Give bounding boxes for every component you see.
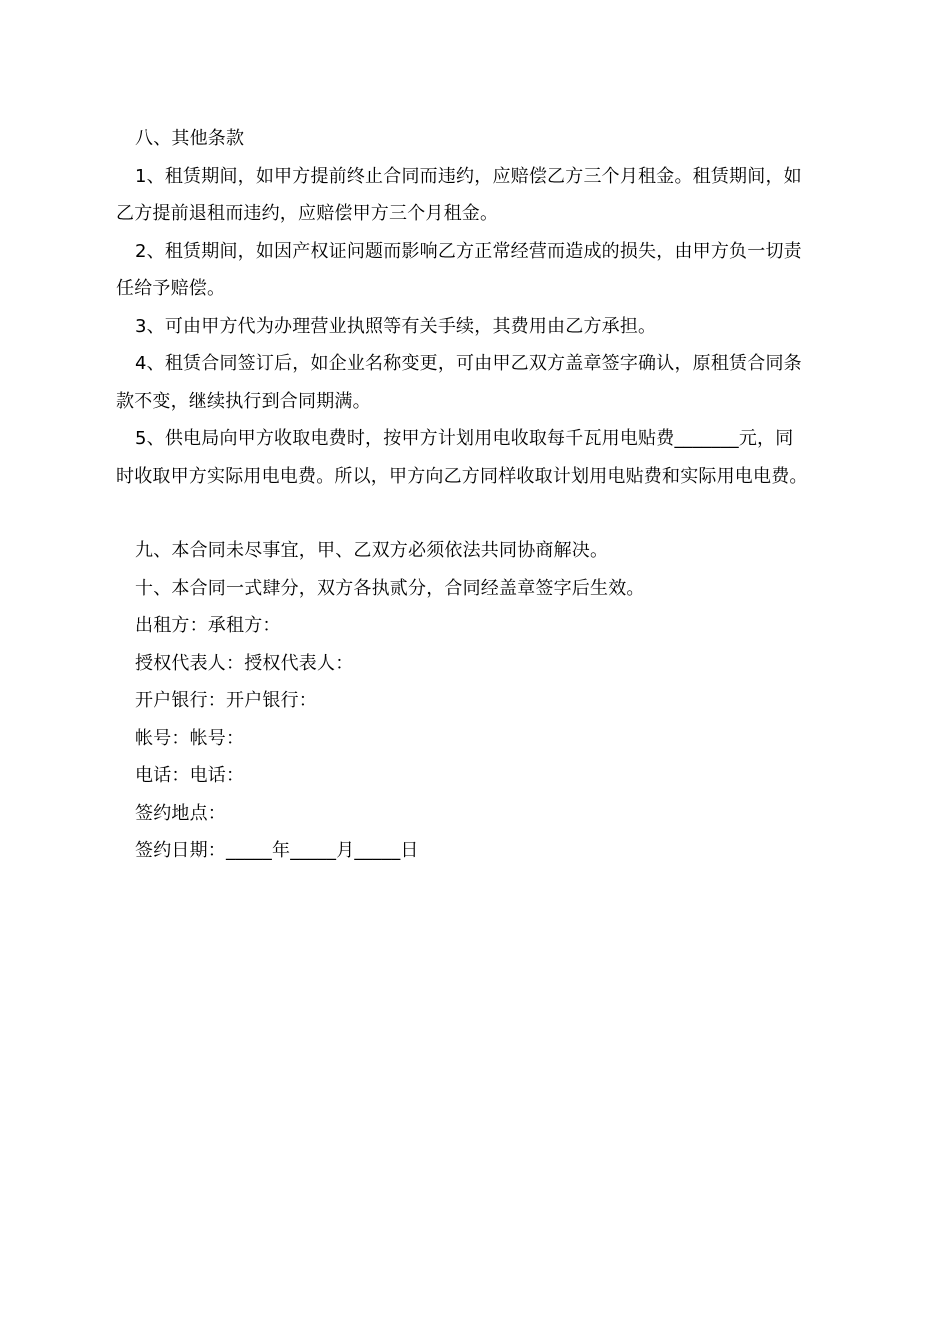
signing-place-field: 签约地点： xyxy=(135,802,226,824)
document-body xyxy=(116,120,856,870)
section-10: 十、本合同一式肆分，双方各执贰分，合同经盖章签字后生效。 xyxy=(135,577,645,599)
authorized-rep-field: 授权代表人：授权代表人： xyxy=(135,652,354,674)
phone-field: 电话：电话： xyxy=(135,765,245,786)
paragraph-gap xyxy=(116,495,856,532)
clause-3-line-1: 3、可由甲方代为办理营业执照等有关手续，其费用由乙方承担。 xyxy=(135,315,657,337)
clause-4-line-1: 4、租赁合同签订后，如企业名称变更，可由甲乙双方盖章签字确认，原租赁合同条 xyxy=(135,353,802,374)
section-9: 九、本合同未尽事宜，甲、乙双方必须依法共同协商解决。 xyxy=(135,540,609,561)
clause-1-line-2: 乙方提前退租而违约，应赔偿甲方三个月租金。 xyxy=(116,203,499,224)
clause-5-line-1: 5、供电局向甲方收取电费时，按甲方计划用电收取每千瓦用电贴费_______元，同 xyxy=(135,428,794,449)
clause-2-line-1: 2、租赁期间，如因产权证问题而影响乙方正常经营而造成的损失，由甲方负一切责 xyxy=(135,240,802,262)
clause-4-line-2: 款不变，继续执行到合同期满。 xyxy=(116,390,371,412)
account-field: 帐号：帐号： xyxy=(135,727,245,749)
clause-2-line-2: 任给予赔偿。 xyxy=(116,278,226,299)
clause-1-line-1: 1、租赁期间，如甲方提前终止合同而违约，应赔偿乙方三个月租金。租赁期间，如 xyxy=(135,165,802,187)
clause-5-line-2: 时收取甲方实际用电电费。所以，甲方向乙方同样收取计划用电贴费和实际用电电费。 xyxy=(116,465,808,487)
bank-field: 开户银行：开户银行： xyxy=(135,690,317,711)
lessor-lessee-field: 出租方：承租方： xyxy=(135,615,281,636)
section-8-heading: 八、其他条款 xyxy=(135,128,245,149)
signing-date-field: 签约日期：_____年_____月_____日 xyxy=(135,840,419,861)
